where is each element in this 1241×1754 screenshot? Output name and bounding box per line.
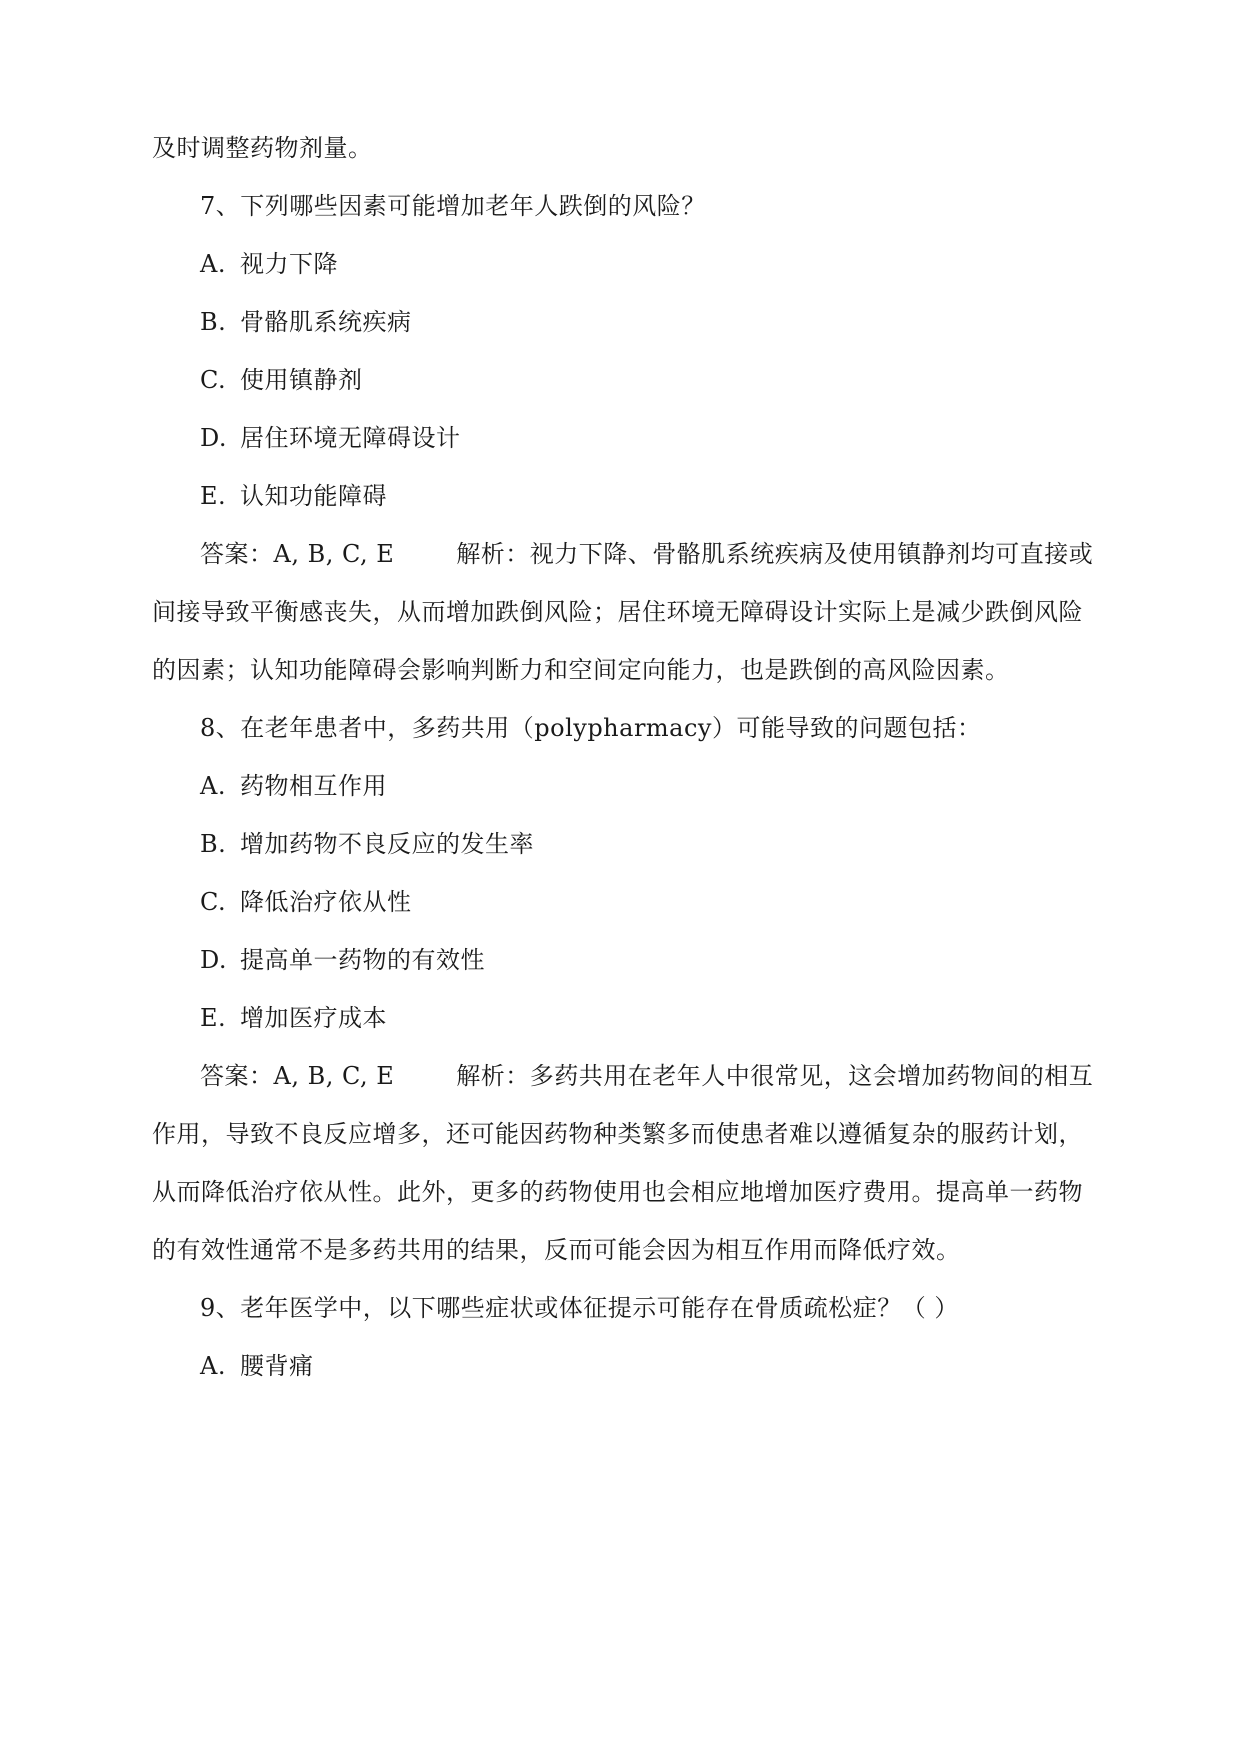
- option-letter: C.: [200, 366, 227, 394]
- option-text: 药物相互作用: [240, 772, 387, 800]
- q8-option-d: [200, 944, 485, 976]
- option-text: 居住环境无障碍设计: [240, 424, 461, 452]
- option-text: 骨骼肌系统疾病: [240, 308, 412, 336]
- q7-option-d: [200, 422, 461, 454]
- answer-text: 答案：A, B, C, E: [200, 1062, 395, 1090]
- answer-text: 答案：A, B, C, E: [200, 540, 395, 568]
- q8-analysis-line: 的有效性通常不是多药共用的结果，反而可能会因为相互作用而降低疗效。: [152, 1236, 961, 1264]
- option-text: 降低治疗依从性: [240, 888, 412, 916]
- lead-text: 及时调整药物剂量。: [152, 134, 373, 162]
- q7-option-e: [200, 480, 387, 512]
- q7-analysis-line: 间接导致平衡感丧失，从而增加跌倒风险；居住环境无障碍设计实际上是减少跌倒风险: [152, 598, 1083, 626]
- option-text: 使用镇静剂: [240, 366, 363, 394]
- q8-analysis-line: 从而降低治疗依从性。此外，更多的药物使用也会相应地增加医疗费用。提高单一药物: [152, 1178, 1083, 1206]
- question-9-stem: 9、老年医学中，以下哪些症状或体征提示可能存在骨质疏松症？（ ）: [200, 1294, 959, 1322]
- option-letter: A.: [200, 250, 226, 278]
- q8-analysis-line: 作用，导致不良反应增多，还可能因药物种类繁多而使患者难以遵循复杂的服药计划，: [152, 1120, 1083, 1148]
- option-text: 视力下降: [240, 250, 338, 278]
- option-letter: C.: [200, 888, 227, 916]
- option-text: 增加药物不良反应的发生率: [240, 830, 534, 858]
- question-7-stem: 7、下列哪些因素可能增加老年人跌倒的风险？: [200, 192, 706, 220]
- option-text: 增加医疗成本: [240, 1004, 387, 1032]
- q9-option-a: [200, 1350, 314, 1382]
- option-letter: A.: [200, 772, 226, 800]
- q7-option-b: [200, 306, 412, 338]
- option-letter: D.: [200, 946, 228, 974]
- option-letter: B.: [200, 830, 227, 858]
- q8-option-e: [200, 1002, 387, 1034]
- analysis-text: 解析：多药共用在老年人中很常见，这会增加药物间的相互: [456, 1062, 1094, 1090]
- q8-option-a: [200, 770, 387, 802]
- analysis-text: 解析：视力下降、骨骼肌系统疾病及使用镇静剂均可直接或: [456, 540, 1094, 568]
- q7-option-a: [200, 248, 338, 280]
- q8-option-c: [200, 886, 412, 918]
- q7-analysis-line: 的因素；认知功能障碍会影响判断力和空间定向能力，也是跌倒的高风险因素。: [152, 656, 1010, 684]
- q8-answer-line: [200, 1060, 1093, 1092]
- option-letter: E.: [200, 1004, 227, 1032]
- q7-option-c: [200, 364, 363, 396]
- question-8-stem: 8、在老年患者中，多药共用（polypharmacy）可能导致的问题包括：: [200, 714, 982, 742]
- option-letter: B.: [200, 308, 227, 336]
- option-text: 腰背痛: [240, 1352, 314, 1380]
- option-letter: A.: [200, 1352, 226, 1380]
- option-letter: E.: [200, 482, 227, 510]
- option-letter: D.: [200, 424, 228, 452]
- option-text: 提高单一药物的有效性: [240, 946, 485, 974]
- option-text: 认知功能障碍: [240, 482, 387, 510]
- q8-option-b: [200, 828, 534, 860]
- q7-answer-line: [200, 538, 1093, 570]
